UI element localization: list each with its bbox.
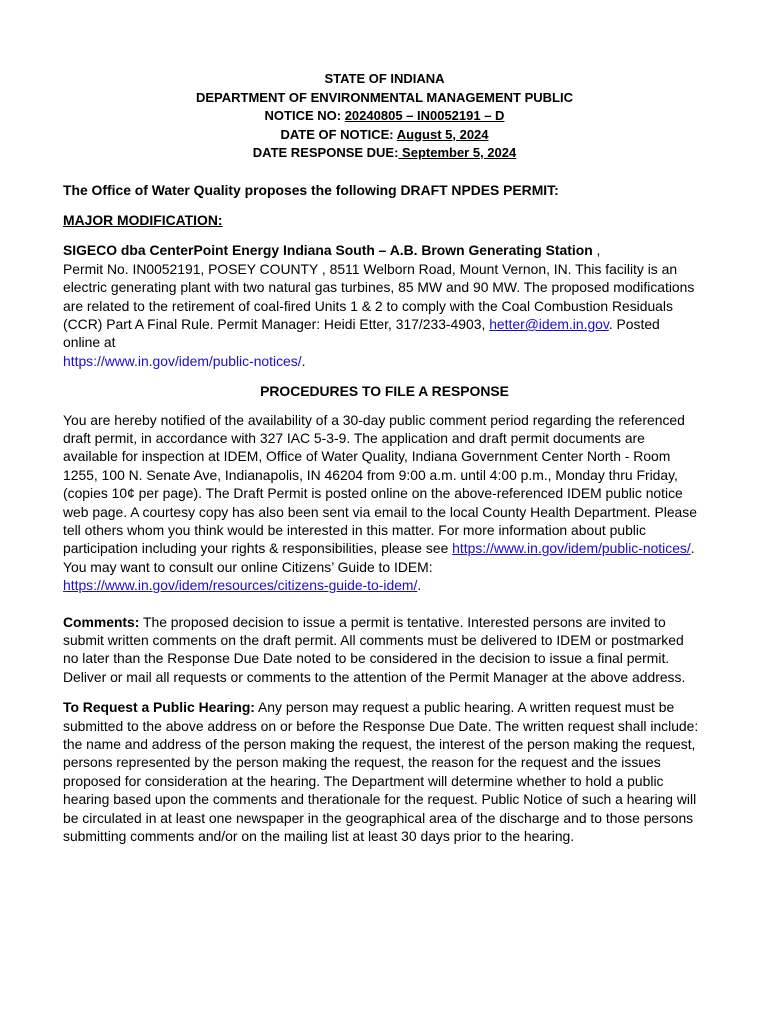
- hearing-label: To Request a Public Hearing:: [63, 699, 255, 716]
- public-notices-link[interactable]: https://www.in.gov/idem/public-notices/: [452, 540, 691, 557]
- permit-paragraph: [63, 241, 700, 370]
- header-state: STATE OF INDIANA: [324, 71, 445, 86]
- citizens-guide-link[interactable]: https://www.in.gov/idem/resources/citizens-guide-to-idem/: [63, 577, 418, 594]
- header-date-response-due: [69, 144, 700, 163]
- date-due-value: September 5, 2024: [398, 145, 517, 160]
- permit-manager-email-link[interactable]: hetter@idem.in.gov: [489, 315, 609, 332]
- notice-header: [69, 70, 700, 163]
- comments-text: The proposed decision to issue a permit is tentative. Interested persons are invited to submit written comments on the draft permit. All comments must be delivered to IDEM or postmarked no later than the Response Due Date noted to be considered in the decision to issue a final permit. Deliver or mail all requests or comments to the attention of the Permit Manager at the above address.: [63, 613, 686, 685]
- date-notice-label: DATE OF NOTICE:: [280, 126, 397, 142]
- procedures-paragraph: [63, 411, 700, 595]
- section-heading: MAJOR MODIFICATION:: [63, 211, 223, 228]
- posted-url-link[interactable]: https://www.in.gov/idem/public-notices/: [63, 352, 302, 369]
- procedures-end: .: [417, 577, 422, 594]
- procedures-mid: . You may want to consult our online Citizens’ Guide to IDEM:: [63, 540, 695, 575]
- hearing-text: Any person may request a public hearing. A written request must be submitted to the above address on or before the Response Due Date. The written request shall include: the name and address of the person making the request, the interest of the person making the request, persons represented by the person making the request, the reason for the request and the issues proposed for consideration at the hearing. The Department will determine whether to hold a public hearing based upon the comments and therationale for the request. Public Notice of such a hearing will be circulated in at least one newspaper in the geographical area of the discharge and to those persons submitting comments and/or on the mailing list at least 30 days prior to the hearing.: [63, 699, 699, 845]
- facility-suffix: ,: [592, 242, 601, 259]
- procedures-body: You are hereby notified of the availability of a 30-day public comment period regarding the referenced draft permit, in accordance with 327 IAC 5-3-9. The application and draft permit documents are available for inspection at IDEM, Office of Water Quality, Indiana Government Center North - Room 1255, 100 N. Senate Ave, Indianapolis, IN 46204 from 9:00 a.m. until 4:00 p.m., Monday thru Friday, (copies 10¢ per page). The Draft Permit is posted online on the above-referenced IDEM public notice web page. A courtesy copy has also been sent via email to the local County Health Department. Please tell others whom you think would be interested in this matter. For more information about public participation including your rights & responsibilities, please see: [63, 411, 697, 557]
- posted-text: . Posted online at: [63, 315, 660, 351]
- notice-no-label: NOTICE NO:: [264, 108, 345, 123]
- procedures-title: PROCEDURES TO FILE A RESPONSE: [260, 383, 509, 400]
- date-notice-value: August 5, 2024: [396, 126, 489, 142]
- posted-end: .: [301, 352, 306, 369]
- permit-body: Permit No. IN0052191, POSEY COUNTY , 8511 Welborn Road, Mount Vernon, IN. This facility is an electric generating plant with two natural gas turbines, 85 MW and 90 MW. The proposed modifications are related to the retirement of coal-fired Units 1 & 2 to comply with the Coal Combustion Residuals (CCR) Part A Final Rule. Permit Manager: Heidi Etter, 317/233-4903,: [63, 260, 695, 332]
- header-department: DEPARTMENT OF ENVIRONMENTAL MANAGEMENT PUBLIC: [196, 89, 573, 105]
- date-due-label: DATE RESPONSE DUE:: [252, 145, 399, 160]
- header-notice-no: [69, 107, 700, 126]
- comments-paragraph: [63, 613, 700, 687]
- facility-name: SIGECO dba CenterPoint Energy Indiana South – A.B. Brown Generating Station: [63, 242, 593, 259]
- comments-label: Comments:: [63, 613, 140, 630]
- hearing-paragraph: [63, 698, 700, 845]
- header-date-of-notice: [69, 126, 700, 145]
- notice-no-value: 20240805 – IN0052191 – D: [344, 108, 505, 123]
- intro-text: The Office of Water Quality proposes the following DRAFT NPDES PERMIT:: [63, 181, 559, 198]
